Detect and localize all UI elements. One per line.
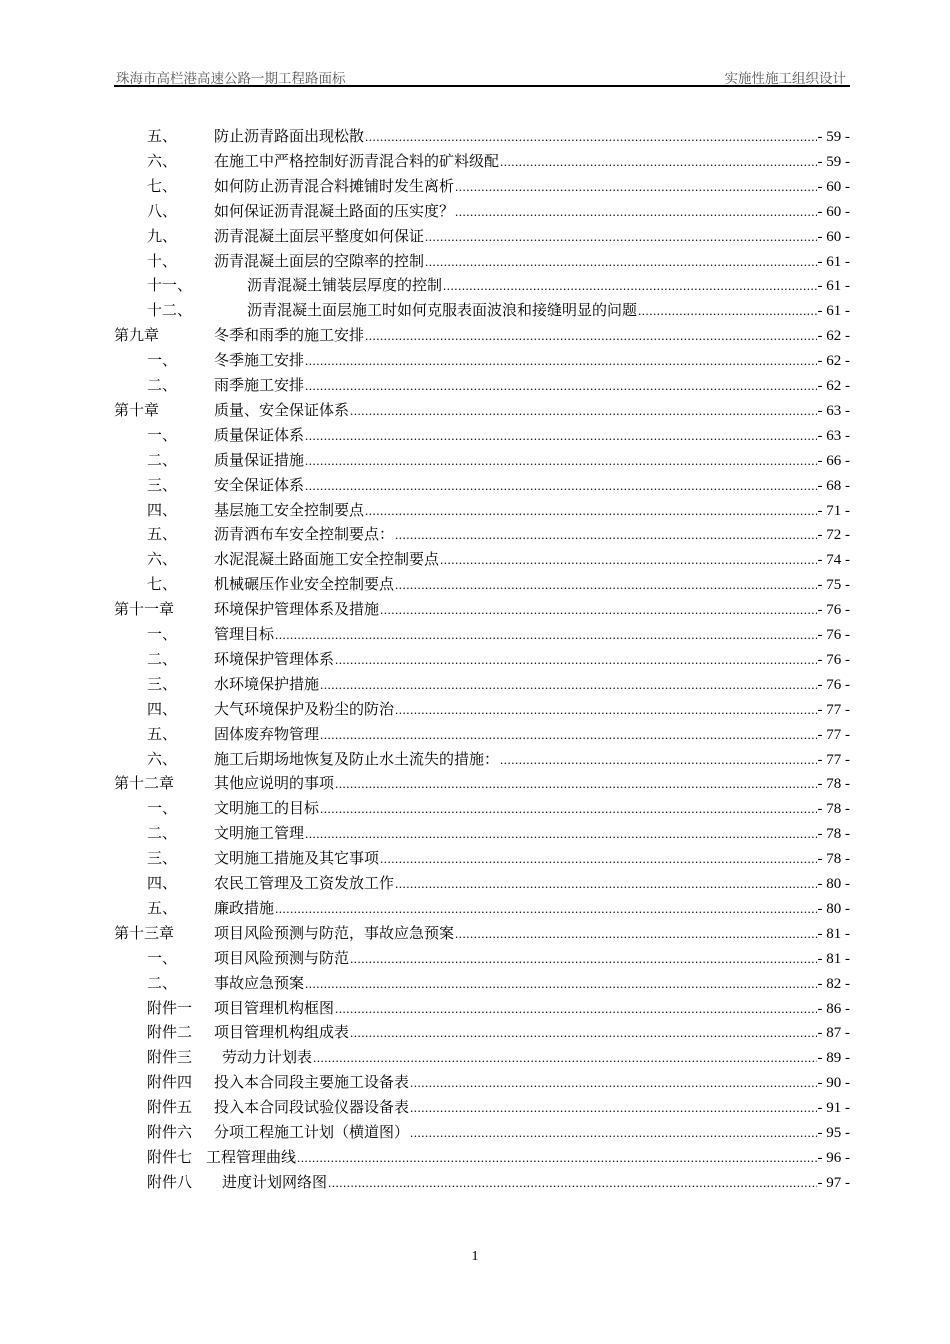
toc-entry-number: 五、	[147, 724, 178, 743]
toc-entry-page: - 61 -	[817, 303, 850, 320]
header-project-title: 珠海市高栏港高速公路一期工程路面标	[116, 71, 346, 87]
toc-entry-title: 沥青混凝土铺装层厚度的控制	[247, 276, 443, 295]
toc-entry-title: 在施工中严格控制好沥青混合料的矿料级配	[214, 151, 500, 170]
toc-dot-leader	[305, 424, 816, 448]
toc-entry[interactable]	[114, 697, 850, 721]
toc-entry-number: 四、	[147, 874, 178, 892]
toc-entry-number: 附件一	[147, 998, 193, 1017]
toc-entry-page: - 62 -	[817, 353, 850, 370]
toc-entry-number: 附件七	[147, 1147, 193, 1166]
toc-entry-page: - 76 -	[817, 651, 850, 668]
toc-entry-page: - 81 -	[817, 925, 850, 942]
toc-dot-leader	[320, 723, 816, 747]
toc-entry-page: - 62 -	[817, 378, 850, 394]
toc-entry-number: 第十一章	[114, 600, 175, 619]
toc-entry-title: 环境保护管理体系及措施	[214, 600, 380, 619]
toc-entry[interactable]	[114, 796, 850, 820]
toc-entry-title: 安全保证体系	[214, 475, 305, 494]
toc-dot-leader	[395, 573, 816, 597]
toc-dot-leader	[443, 274, 816, 298]
toc-entry[interactable]	[114, 398, 850, 422]
toc-entry[interactable]	[114, 298, 850, 322]
toc-entry-number: 五、	[147, 898, 178, 917]
toc-entry-page: - 82 -	[817, 975, 850, 992]
toc-entry-page: - 61 -	[817, 278, 850, 295]
toc-entry-title: 农民工管理及工资发放工作	[214, 874, 395, 892]
toc-dot-leader	[380, 847, 816, 871]
toc-entry[interactable]	[114, 423, 850, 447]
toc-entry-number: 附件三	[147, 1048, 193, 1067]
toc-entry-number: 二、	[147, 973, 178, 992]
toc-entry-number: 八、	[147, 201, 178, 220]
toc-dot-leader	[425, 250, 816, 274]
toc-entry-page: - 76 -	[817, 627, 850, 643]
toc-entry-number: 附件六	[147, 1123, 193, 1141]
toc-entry-number: 四、	[147, 699, 178, 718]
toc-entry[interactable]	[114, 1095, 850, 1119]
toc-entry-page: - 97 -	[817, 1174, 850, 1191]
toc-entry[interactable]	[114, 149, 850, 173]
toc-entry-title: 水环境保护措施	[214, 674, 320, 693]
toc-entry[interactable]	[114, 224, 850, 248]
toc-dot-leader	[395, 698, 816, 722]
header-document-type: 实施性施工组织设计	[724, 71, 846, 87]
toc-entry-title: 固体废弃物管理	[214, 724, 320, 743]
toc-entry-page: - 61 -	[817, 253, 850, 270]
toc-entry-number: 三、	[147, 475, 178, 494]
toc-dot-leader	[410, 1121, 816, 1145]
toc-entry-title: 防止沥青路面出现松散	[214, 127, 365, 145]
toc-entry-title: 环境保护管理体系	[214, 649, 335, 668]
toc-entry-title: 施工后期场地恢复及防止水土流失的措施：	[214, 749, 500, 768]
toc-entry-title: 沥青混凝土面层施工时如何克服表面波浪和接缝明显的问题	[247, 301, 638, 320]
toc-entry-page: - 87 -	[817, 1025, 850, 1042]
toc-entry-title: 冬季和雨季的施工安排	[214, 326, 365, 345]
toc-entry-number: 三、	[147, 849, 178, 868]
toc-entry[interactable]	[114, 498, 850, 522]
toc-entry[interactable]	[114, 1045, 850, 1069]
toc-entry[interactable]	[114, 871, 850, 895]
toc-entry-page: - 60 -	[817, 203, 850, 220]
toc-entry-title: 大气环境保护及粉尘的防治	[214, 699, 395, 718]
toc-entry-title: 劳动力计划表	[222, 1048, 313, 1067]
toc-entry-number: 五、	[147, 127, 178, 145]
toc-entry-page: - 78 -	[817, 851, 850, 868]
toc-entry-page: - 63 -	[817, 427, 850, 444]
toc-entry[interactable]	[114, 896, 850, 920]
toc-dot-leader	[305, 349, 816, 373]
toc-entry-page: - 91 -	[817, 1100, 850, 1117]
toc-entry-page: - 77 -	[817, 701, 850, 718]
toc-dot-leader	[455, 922, 816, 946]
toc-dot-leader	[275, 897, 816, 921]
toc-entry-page: - 59 -	[817, 153, 850, 170]
toc-entry-number: 三、	[147, 674, 178, 693]
toc-dot-leader	[305, 972, 816, 996]
toc-entry-number: 一、	[147, 425, 178, 444]
toc-entry-page: - 78 -	[817, 801, 850, 818]
toc-entry-page: - 96 -	[817, 1149, 850, 1166]
toc-dot-leader	[350, 947, 816, 971]
toc-dot-leader	[455, 175, 816, 199]
toc-entry-number: 第十二章	[114, 774, 175, 793]
toc-entry-title: 雨季施工安排	[214, 376, 305, 394]
toc-dot-leader	[380, 598, 816, 622]
toc-entry-page: - 72 -	[817, 527, 850, 544]
toc-dot-leader	[365, 324, 816, 348]
toc-entry-title: 基层施工安全控制要点	[214, 500, 365, 519]
toc-entry-number: 六、	[147, 151, 178, 170]
toc-entry-number: 七、	[147, 575, 178, 594]
toc-dot-leader	[320, 797, 816, 821]
toc-entry-page: - 76 -	[817, 676, 850, 693]
toc-entry-title: 机械碾压作业安全控制要点	[214, 575, 395, 594]
toc-dot-leader	[500, 150, 816, 174]
toc-dot-leader	[440, 548, 816, 572]
toc-entry-title: 沥青混凝土面层平整度如何保证	[214, 226, 425, 245]
toc-entry[interactable]	[114, 647, 850, 671]
toc-dot-leader	[275, 623, 816, 647]
toc-entry-title: 项目管理机构框图	[214, 998, 335, 1017]
toc-entry-title: 文明施工措施及其它事项	[214, 849, 380, 868]
toc-dot-leader	[305, 474, 816, 498]
toc-entry-number: 七、	[147, 176, 178, 195]
toc-dot-leader	[455, 200, 816, 224]
toc-dot-leader	[365, 125, 816, 149]
toc-entry-title: 如何防止沥青混合料摊铺时发生离析	[214, 176, 455, 195]
toc-entry-page: - 80 -	[817, 876, 850, 892]
toc-entry-title: 进度计划网络图	[222, 1172, 328, 1191]
toc-entry[interactable]	[114, 1170, 850, 1194]
toc-entry[interactable]	[114, 199, 850, 223]
toc-entry-title: 分项工程施工计划（横道图）	[214, 1123, 410, 1141]
toc-entry-title: 文明施工的目标	[214, 799, 320, 818]
toc-entry[interactable]	[114, 921, 850, 945]
toc-entry-title: 其他应说明的事项	[214, 774, 335, 793]
toc-dot-leader	[350, 1021, 816, 1045]
toc-entry-page: - 95 -	[817, 1125, 850, 1141]
toc-entry-number: 附件八	[147, 1172, 193, 1191]
toc-entry-number: 附件二	[147, 1023, 193, 1042]
toc-entry[interactable]	[114, 1020, 850, 1044]
toc-entry[interactable]	[114, 771, 850, 795]
toc-dot-leader	[410, 1071, 816, 1095]
toc-dot-leader	[297, 1146, 816, 1170]
toc-entry-title: 文明施工管理	[214, 824, 305, 843]
toc-dot-leader	[638, 299, 816, 323]
toc-dot-leader	[395, 523, 816, 547]
toc-entry[interactable]	[114, 672, 850, 696]
toc-entry-page: - 80 -	[817, 900, 850, 917]
toc-entry-title: 投入本合同段主要施工设备表	[214, 1073, 410, 1092]
toc-entry[interactable]	[114, 747, 850, 771]
toc-entry-number: 一、	[147, 351, 178, 370]
toc-entry-number: 九、	[147, 226, 178, 245]
toc-entry-page: - 68 -	[817, 477, 850, 494]
toc-entry[interactable]	[114, 597, 850, 621]
toc-entry-page: - 89 -	[817, 1050, 850, 1067]
toc-dot-leader	[425, 225, 816, 249]
toc-entry[interactable]	[114, 1120, 850, 1144]
toc-entry[interactable]	[114, 473, 850, 497]
toc-entry-number: 一、	[147, 625, 178, 643]
toc-entry-page: - 66 -	[817, 452, 850, 469]
toc-entry-title: 项目管理机构组成表	[214, 1023, 350, 1042]
toc-entry-page: - 77 -	[817, 726, 850, 743]
toc-entry[interactable]	[114, 846, 850, 870]
toc-entry-title: 事故应急预案	[214, 973, 305, 992]
toc-entry-page: - 81 -	[817, 950, 850, 967]
page-number: 1	[471, 1249, 479, 1264]
toc-entry-page: - 75 -	[817, 577, 850, 594]
toc-entry[interactable]	[114, 1145, 850, 1169]
toc-entry-number: 六、	[147, 749, 178, 768]
toc-dot-leader	[365, 499, 816, 523]
toc-dot-leader	[410, 1096, 816, 1120]
toc-entry-title: 如何保证沥青混凝土路面的压实度？	[214, 201, 455, 220]
toc-dot-leader	[305, 822, 816, 846]
toc-entry-number: 二、	[147, 649, 178, 668]
toc-entry-title: 管理目标	[214, 625, 275, 643]
toc-entry-number: 十二、	[147, 301, 193, 320]
toc-entry-title: 质量保证体系	[214, 425, 305, 444]
toc-entry-number: 十、	[147, 251, 178, 270]
toc-dot-leader	[328, 1171, 816, 1195]
toc-entry-page: - 71 -	[817, 502, 850, 519]
toc-entry-title: 沥青洒布车安全控制要点：	[214, 525, 395, 544]
toc-entry-page: - 76 -	[817, 602, 850, 619]
toc-entry[interactable]	[114, 971, 850, 995]
toc-entry-page: - 60 -	[817, 178, 850, 195]
toc-entry-title: 项目风险预测与防范，事故应急预案	[214, 923, 455, 942]
toc-entry-number: 第十三章	[114, 923, 175, 942]
toc-entry[interactable]	[114, 722, 850, 746]
toc-dot-leader	[305, 449, 816, 473]
toc-entry[interactable]	[114, 946, 850, 970]
toc-entry[interactable]	[114, 996, 850, 1020]
toc-entry[interactable]	[114, 448, 850, 472]
toc-entry-number: 二、	[147, 376, 178, 394]
toc-entry-number: 十一、	[147, 276, 193, 295]
toc-entry[interactable]	[114, 522, 850, 546]
toc-entry[interactable]	[114, 373, 850, 397]
toc-dot-leader	[335, 997, 816, 1021]
toc-entry-title: 项目风险预测与防范	[214, 948, 350, 967]
toc-entry-page: - 59 -	[817, 129, 850, 145]
toc-entry-page: - 74 -	[817, 552, 850, 569]
toc-entry-page: - 90 -	[817, 1075, 850, 1092]
toc-entry-number: 二、	[147, 824, 178, 843]
toc-entry-number: 二、	[147, 450, 178, 469]
toc-entry-page: - 77 -	[817, 751, 850, 768]
toc-entry[interactable]	[114, 1070, 850, 1094]
toc-entry[interactable]	[114, 174, 850, 198]
toc-entry-number: 附件五	[147, 1098, 193, 1117]
toc-entry-number: 一、	[147, 799, 178, 818]
toc-entry-number: 五、	[147, 525, 178, 544]
toc-dot-leader	[335, 772, 816, 796]
toc-entry-page: - 78 -	[817, 826, 850, 843]
toc-entry-title: 质量保证措施	[214, 450, 305, 469]
toc-entry-page: - 60 -	[817, 228, 850, 245]
toc-entry[interactable]	[114, 572, 850, 596]
toc-entry-number: 附件四	[147, 1073, 193, 1092]
toc-entry[interactable]	[114, 622, 850, 646]
toc-dot-leader	[500, 748, 816, 772]
toc-entry-title: 工程管理曲线	[206, 1147, 297, 1166]
toc-dot-leader	[335, 648, 816, 672]
page-header	[114, 63, 850, 87]
toc-entry-page: - 63 -	[817, 402, 850, 419]
toc-entry[interactable]	[114, 348, 850, 372]
toc-entry-number: 第十章	[114, 400, 160, 419]
toc-entry-number: 六、	[147, 550, 178, 569]
toc-entry-number: 第九章	[114, 326, 160, 345]
toc-entry-title: 质量、安全保证体系	[214, 400, 350, 419]
toc-dot-leader	[313, 1046, 816, 1070]
toc-entry-page: - 62 -	[817, 328, 850, 345]
toc-entry[interactable]	[114, 821, 850, 845]
toc-entry-page: - 86 -	[817, 1000, 850, 1017]
toc-entry[interactable]	[114, 249, 850, 273]
toc-entry-title: 水泥混凝土路面施工安全控制要点	[214, 550, 440, 569]
toc-entry-title: 冬季施工安排	[214, 351, 305, 370]
toc-dot-leader	[395, 872, 816, 896]
toc-entry[interactable]	[114, 323, 850, 347]
toc-entry-title: 投入本合同段试验仪器设备表	[214, 1098, 410, 1117]
toc-entry-title: 廉政措施	[214, 898, 275, 917]
toc-entry[interactable]	[114, 547, 850, 571]
toc-dot-leader	[320, 673, 816, 697]
toc-entry-page: - 78 -	[817, 776, 850, 793]
toc-entry-number: 一、	[147, 948, 178, 967]
toc-dot-leader	[305, 374, 816, 398]
toc-entry[interactable]	[114, 124, 850, 148]
toc-entry-number: 四、	[147, 500, 178, 519]
toc-entry-title: 沥青混凝土面层的空隙率的控制	[214, 251, 425, 270]
toc-entry[interactable]	[114, 273, 850, 297]
toc-dot-leader	[350, 399, 816, 423]
